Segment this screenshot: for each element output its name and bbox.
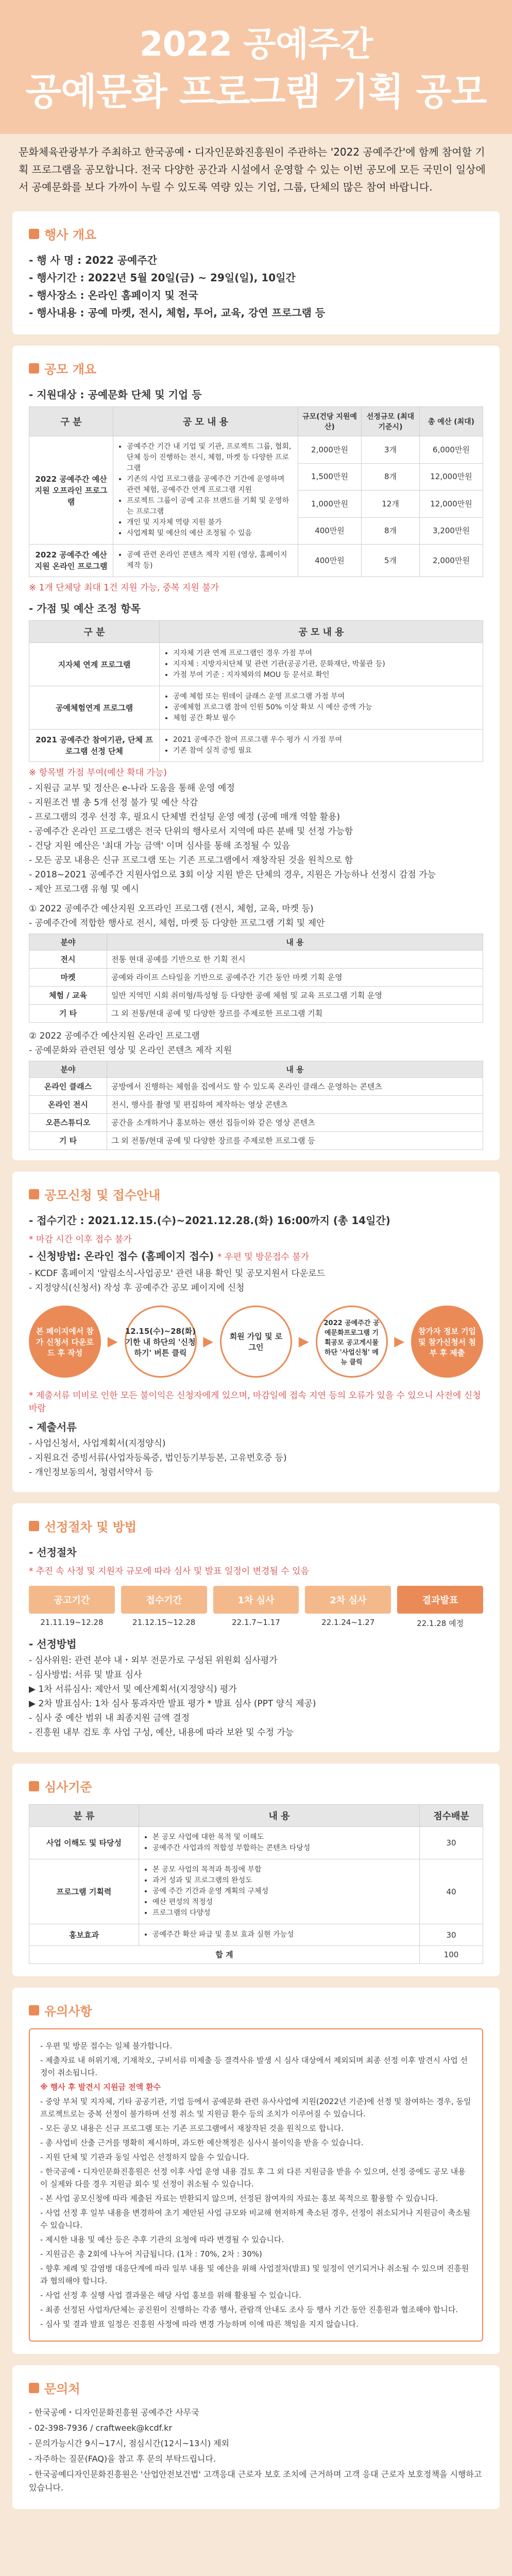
table-row <box>29 1859 483 1924</box>
notice-heading <box>29 2001 483 2019</box>
notice-item: - 사업 선정 후 실행 사업 결과물은 해당 사업 홍보를 위해 활용될 수 있습니다. <box>40 2291 301 2300</box>
notice-item: - 향후 제례 및 감염병 대응단계에 따라 일부 내용 및 예산을 위해 사업절차(발표) 및 일정이 연기되거나 취소될 수 있으며 진흥원과 협의해야 합니다. <box>40 2264 469 2285</box>
offline-field: 전시 <box>29 951 107 969</box>
rule-item: - 2018~2021 공예주간 지원사업으로 3회 이상 지원 받은 단체의 경우, 지원은 가능하나 선정시 감점 가능 <box>29 870 436 880</box>
bonus-table <box>29 620 483 762</box>
details-heading-label: 공모 개요 <box>44 362 97 377</box>
support-count: 8개 <box>362 517 420 545</box>
section-marker-icon <box>29 229 39 239</box>
timeline-date: 21.12.15~12.28 <box>132 1618 196 1627</box>
overview-heading-label: 행사 개요 <box>44 228 97 242</box>
offline-field: 마켓 <box>29 969 107 987</box>
flow-step: 본 페이지에서 참가 신청서 다운로드 후 작성 <box>29 1306 101 1378</box>
rule-item: - 지원조건 별 총 5개 선정 불가 및 예산 삭감 <box>29 798 198 808</box>
apply-section <box>12 1172 500 1492</box>
online-title: ② 2022 공예주간 예산지원 온라인 프로그램 <box>29 1031 200 1041</box>
support-content <box>113 545 298 577</box>
support-table <box>29 406 483 577</box>
notice-item: - 총 사업비 산출 근거를 명확히 제시하며, 과도한 예산책정은 심사시 불이익을 받을 수 있습니다. <box>40 2138 364 2147</box>
criteria-total-label: 합 계 <box>29 1946 420 1964</box>
support-note: ※ 1개 단체당 최대 1건 지원 가능, 중복 지원 불가 <box>29 583 219 593</box>
criteria-heading-label: 심사기준 <box>44 1780 92 1794</box>
timeline-step <box>305 1586 391 1629</box>
section-marker-icon <box>29 2005 39 2015</box>
overview-item: - 행 사 명 : 2022 공예주간 <box>29 254 157 266</box>
docs-item: - 지원요건 증빙서류(사업자등록증, 법인등기부등본, 고유번호증 등) <box>29 1453 287 1463</box>
online-sub: - 공예문화와 관련된 영상 및 온라인 콘텐츠 제작 지원 <box>29 1045 232 1056</box>
support-content <box>113 436 298 545</box>
section-marker-icon <box>29 1781 39 1791</box>
list-item: • 본 공모 사업의 목적과 특징에 부합 <box>152 1865 415 1875</box>
list-item: • 사업계획 및 예산의 예산 조정될 수 있음 <box>127 528 294 539</box>
online-header: 내 용 <box>107 1061 483 1078</box>
bonus-note: ※ 항목별 가점 부여(예산 확대 가능) <box>29 768 167 778</box>
list-item: • 공예체험 프로그램 참여 인원 50% 이상 확보 시 예산 증액 가능 <box>173 702 479 713</box>
flow-step: 회원 가입 및 로그인 <box>220 1306 292 1378</box>
support-total: 12,000만원 <box>420 463 483 490</box>
online-field: 기 타 <box>29 1132 107 1150</box>
arrow-right-icon: ▶ <box>394 1334 405 1349</box>
apply-step: - KCDF 홈페이지 '알림소식-사업공모' 관련 내용 확인 및 공모지원서 다운로드 <box>29 1268 326 1279</box>
rule-item: - 모든 공모 내용은 신규 프로그램 또는 기존 프로그램에서 재창작된 것을 원칙으로 함 <box>29 855 353 866</box>
arrow-right-icon: ▶ <box>203 1334 214 1349</box>
criteria-items <box>139 1859 420 1924</box>
section-marker-icon <box>29 1521 39 1531</box>
method-item: - 진흥원 내부 검토 후 사업 구성, 예산, 내용에 따라 보완 및 수정 가능 <box>29 1727 294 1738</box>
rule-item: - 프로그램의 경우 선정 후, 필요시 단체별 컨설팅 운영 예정 (공예 매개 역할 활용) <box>29 812 340 822</box>
table-row <box>29 1078 483 1096</box>
offline-desc: 공예와 라이프 스타일을 기반으로 공예주간 기간 동안 마켓 기획 운영 <box>107 969 483 987</box>
bonus-header: 공 모 내 용 <box>160 621 483 643</box>
support-header: 공 모 내 용 <box>113 407 298 436</box>
apply-flow <box>29 1306 483 1378</box>
support-header: 선정규모 (최대 기준시) <box>362 407 420 436</box>
list-item: • 공예주간 사업과의 적합성 부합하는 콘텐츠 타당성 <box>152 1843 415 1854</box>
timeline-step <box>121 1586 207 1629</box>
overview-item: - 행사장소 : 온라인 홈페이지 및 전국 <box>29 289 198 301</box>
online-header: 분야 <box>29 1061 107 1078</box>
offline-header: 내 용 <box>107 934 483 951</box>
support-category: 2022 공예주간 예산지원 온라인 프로그램 <box>29 545 113 577</box>
section-marker-icon <box>29 1189 39 1199</box>
apply-heading-label: 공모신청 및 접수안내 <box>44 1188 161 1202</box>
table-row <box>29 643 483 686</box>
offline-sub: - 공예주간에 적합한 행사로 전시, 체험, 마켓 등 다양한 프로그램 기획 및 제안 <box>29 918 325 928</box>
notice-heading-label: 유의사항 <box>44 2004 92 2019</box>
notice-item: - 모든 공모 내용은 신규 프로그램 또는 기존 프로그램에서 재창작된 것을 원칙으로 합니다. <box>40 2124 344 2133</box>
list-item: • 본 공모 사업에 대한 목적 및 이해도 <box>152 1832 415 1843</box>
method-title: - 선정방법 <box>29 1638 77 1650</box>
apply-method-note: * 우편 및 방문접수 불가 <box>217 1252 310 1262</box>
contact-item: - 자주하는 질문(FAQ)을 참고 후 문의 부탁드립니다. <box>29 2454 216 2464</box>
rules-list <box>29 781 483 896</box>
criteria-heading <box>29 1777 483 1795</box>
list-item: • 지자체 : 지방자치단체 및 관련 기관(공공기관, 문화재단, 박물관 등) <box>173 659 479 670</box>
criteria-header: 점수배분 <box>420 1805 483 1827</box>
support-total: 2,000만원 <box>420 545 483 577</box>
apply-step: - 지정양식(신청서) 작성 후 공예주간 공모 페이지에 신청 <box>29 1283 245 1293</box>
support-budget: 400만원 <box>298 545 362 577</box>
apply-period: - 접수기간 : 2021.12.15.(수)~2021.12.28.(화) 16:00까지 (총 14일간) <box>29 1214 390 1227</box>
offline-field: 기 타 <box>29 1005 107 1023</box>
list-item: • 공예 관련 온라인 콘텐츠 제작 지원 (영상, 홈페이지 제작 등) <box>127 550 294 571</box>
timeline-label: 결과발표 <box>397 1586 483 1614</box>
notice-item: ※ 행사 후 발견시 지원금 전액 환수 <box>40 2082 161 2092</box>
support-count: 8개 <box>362 463 420 490</box>
docs-title: - 제출서류 <box>29 1421 77 1433</box>
contact-item[interactable]: - 02-398-7936 / craftweek@kcdf.kr <box>29 2423 173 2433</box>
support-count: 3개 <box>362 436 420 464</box>
timeline-step <box>397 1586 483 1629</box>
method-item: - 심사위원: 관련 분야 내・외부 전문가로 구성된 위원회 심사평가 <box>29 1655 278 1666</box>
offline-desc: 그 외 전통/현대 공예 및 다양한 장르를 주제로한 프로그램 기획 <box>107 1005 483 1023</box>
support-header: 규모(건당 지원예산) <box>298 407 362 436</box>
online-field: 온라인 전시 <box>29 1096 107 1114</box>
online-table <box>29 1061 483 1150</box>
table-row <box>29 545 483 577</box>
list-item: • 프로젝트 그룹이 공예 고유 브랜드를 기획 및 운영하는 프로그램 <box>127 496 294 517</box>
notice-item: - 지원금은 총 2회에 나누어 지급됩니다. (1차 : 70%, 2차 : 30%) <box>40 2249 262 2259</box>
criteria-table <box>29 1804 483 1964</box>
method-item: ▶ 2차 발표심사: 1차 심사 통과자만 발표 평가 * 발표 심사 (PPT 양식 제공) <box>29 1699 316 1709</box>
support-budget: 400만원 <box>298 517 362 545</box>
list-item: • 공예주간 기간 내 기업 및 기관, 프로젝트 그룹, 협회, 단체 등이 진행하는 전시, 체험, 마켓 등 다양한 프로그램 <box>127 442 294 474</box>
process-heading-label: 선정절차 및 방법 <box>44 1520 136 1534</box>
list-item: • 공예 주간 기간과 운영 계획의 구체성 <box>152 1886 415 1897</box>
docs-item: - 사업신청서, 사업계획서(지정양식) <box>29 1438 166 1449</box>
support-header: 총 예산 (최대) <box>420 407 483 436</box>
method-item: - 심사 중 예산 범위 내 최종지원 금액 결정 <box>29 1713 190 1723</box>
table-row <box>29 1096 483 1114</box>
offline-table <box>29 934 483 1023</box>
notice-box <box>29 2028 483 2342</box>
table-row <box>29 1924 483 1946</box>
criteria-score: 40 <box>420 1859 483 1924</box>
rule-item: - 건당 지원 예산은 '최대 가능 금액' 이며 심사를 통해 조정될 수 있음 <box>29 841 291 851</box>
docs-item: - 개인정보동의서, 청렴서약서 등 <box>29 1467 153 1478</box>
criteria-items <box>139 1827 420 1859</box>
arrow-right-icon: ▶ <box>107 1334 118 1349</box>
bonus-category: 공예체험연계 프로그램 <box>29 686 160 730</box>
criteria-category: 사업 이해도 및 타당성 <box>29 1827 139 1859</box>
criteria-section <box>12 1764 500 1976</box>
list-item: • 2021 공예주간 참여 프로그램 우수 평가 시 가점 부여 <box>173 735 479 745</box>
criteria-total-score: 100 <box>420 1946 483 1964</box>
offline-title: ① 2022 공예주간 예산지원 오프라인 프로그램 (전시, 체험, 교육, 마켓 등) <box>29 904 314 914</box>
online-desc: 공간을 소개하거나 홍보하는 랜선 집들이와 같은 영상 콘텐츠 <box>107 1114 483 1132</box>
timeline-date: 22.1.7~1.17 <box>232 1618 280 1627</box>
details-heading <box>29 359 483 377</box>
support-total: 12,000만원 <box>420 490 483 518</box>
list-item: • 공예주간 확산 파급 및 홍보 효과 실현 가능성 <box>152 1929 415 1940</box>
process-title: - 선정절차 <box>29 1546 77 1558</box>
contact-heading-label: 문의처 <box>44 2382 80 2396</box>
table-row <box>29 686 483 730</box>
overview-heading <box>29 225 483 243</box>
list-item: • 프로그램의 다양성 <box>152 1908 415 1919</box>
list-item: • 체험 공간 확보 필수 <box>173 713 479 724</box>
flow-step: 2022 공예주간 공예문화프로그램 기획공모 공고게시물 하단 '사업신청' 메뉴 클릭 <box>316 1306 388 1378</box>
table-row <box>29 730 483 762</box>
list-item: • 공예 체험 또는 원데이 클래스 운영 프로그램 가점 부여 <box>173 691 479 702</box>
notice-item: - 중앙 부처 및 지자체, 기타 공공기관, 기업 등에서 공예문화 관련 유사사업에 지원(2022년 기준)에 선정 및 참여하는 경우, 동일 프로젝트로는 중복 선정이 불가하며 선정 취소 및 지원금 환수 등의 조치가 이루어질 수 있습니다. <box>40 2097 471 2119</box>
notice-item: - 한국공예・디자인문화진흥원은 선정 이후 사업 운영 내용 검토 후 그 외 다른 지원금을 받을 수 있으며, 선정 중에도 공모 내용이 실제와 다를 경우 지원금 회수 및 선정이 취소될 수 있습니다. <box>40 2167 466 2189</box>
timeline-label: 공고기간 <box>29 1586 115 1614</box>
hero-title-line1: 2022 공예주간 <box>139 24 373 64</box>
apply-method-text: - 신청방법: 온라인 접수 (홈페이지 접수) <box>29 1250 214 1262</box>
overview-section <box>12 211 500 334</box>
support-budget: 1,500만원 <box>298 463 362 490</box>
support-category: 2022 공예주간 예산지원 오프라인 프로그램 <box>29 436 113 545</box>
method-item: - 심사방법: 서류 및 발표 심사 <box>29 1670 142 1680</box>
timeline-date: 21.11.19~12.28 <box>40 1618 104 1627</box>
timeline-date: 22.1.24~1.27 <box>321 1618 375 1627</box>
table-row <box>29 1114 483 1132</box>
table-row <box>29 436 483 464</box>
table-row <box>29 1132 483 1150</box>
contact-section <box>12 2365 500 2509</box>
list-item: • 과거 성과 및 프로그램의 완성도 <box>152 1875 415 1886</box>
bonus-content <box>160 643 483 686</box>
criteria-score: 30 <box>420 1924 483 1946</box>
table-row <box>29 951 483 969</box>
apply-period-note: * 마감 시간 이후 접수 불가 <box>29 1234 132 1245</box>
criteria-header: 분 류 <box>29 1805 139 1827</box>
section-marker-icon <box>29 2383 39 2393</box>
notice-item: - 제시한 내용 및 예산 등은 추후 기관의 요청에 따라 변경될 수 있습니다. <box>40 2235 284 2244</box>
contact-item: - 한국공예・디자인문화진흥원 공예주간 사무국 <box>29 2408 199 2417</box>
rule-item: - 지원금 교부 및 정산은 e-나라 도움을 통해 운영 예정 <box>29 783 235 793</box>
rule-item: - 공예주간 온라인 프로그램은 전국 단위의 행사로서 지역에 따른 분배 및 선정 가능함 <box>29 826 353 837</box>
notice-item: - 제출자료 내 허위기재, 기재착오, 구비서류 미제출 등 결격사유 발생 시 심사 대상에서 제외되며 최종 선정 이후 발견시 사업 선정이 취소됩니다. <box>40 2056 468 2077</box>
table-row <box>29 987 483 1005</box>
arrow-right-icon: ▶ <box>298 1334 309 1349</box>
hero-title-line2: 공예문화 프로그램 기획 공모 <box>25 70 487 113</box>
process-section <box>12 1503 500 1752</box>
notice-item: - 최종 선정된 사업자/단체는 공진원이 진행하는 각종 행사, 관람객 안내도 조사 등 행사 기간 동안 진흥원과 협조해야 합니다. <box>40 2305 458 2314</box>
offline-header: 분야 <box>29 934 107 951</box>
offline-field: 체험 / 교육 <box>29 987 107 1005</box>
method-item: ▶ 1차 서류심사: 제안서 및 예산계획서(지정양식) 평가 <box>29 1684 237 1694</box>
contact-item: - 문의가능시간 9시~17시, 점심시간(12시~13시) 제외 <box>29 2438 230 2448</box>
section-marker-icon <box>29 363 39 374</box>
rule-item: - 제안 프로그램 유형 및 예시 <box>29 884 139 894</box>
support-count: 12개 <box>362 490 420 518</box>
notice-item: - 사업 선정 후 일부 내용을 변경하여 초기 제안된 사업 규모와 비교해 현저하게 축소된 경우, 선정이 취소되거나 지원금이 축소될 수 있습니다. <box>40 2208 471 2230</box>
overview-item: - 행사내용 : 공예 마켓, 전시, 체험, 투어, 교육, 강연 프로그램 등 <box>29 307 326 319</box>
list-item: • 기존 참여 실적 증빙 필요 <box>173 745 479 756</box>
support-header: 구 분 <box>29 407 113 436</box>
criteria-category: 홍보효과 <box>29 1924 139 1946</box>
flow-step: 참가자 정보 기입 및 참가신청서 첨부 후 제출 <box>411 1306 483 1378</box>
overview-item: - 행사기간 : 2022년 5월 20일(금) ~ 29일(일), 10일간 <box>29 272 296 284</box>
bonus-content <box>160 730 483 762</box>
online-desc: 전시, 행사를 촬영 및 편집하여 제작하는 영상 콘텐츠 <box>107 1096 483 1114</box>
timeline-step <box>213 1586 299 1629</box>
contact-item: - 한국공예디자인문화진흥원은 '산업안전보건법' 고객응대 근로자 보호 조치에 근거하며 고객 응대 근로자 보호정책을 시행하고 있습니다. <box>29 2469 482 2493</box>
support-title: - 지원대상 : 공예문화 단체 및 기업 등 <box>29 388 202 401</box>
bonus-category: 지자체 연계 프로그램 <box>29 643 160 686</box>
timeline-date: 22.1.28 예정 <box>417 1619 464 1628</box>
apply-heading <box>29 1185 483 1203</box>
notice-item: - 본 사업 공모신청에 따라 제출된 자료는 반환되지 않으며, 선정된 참여자의 자료는 홍보 목적으로 활용할 수 있습니다. <box>40 2194 438 2203</box>
process-heading <box>29 1517 483 1535</box>
table-row <box>29 1946 483 1964</box>
support-count: 5개 <box>362 545 420 577</box>
criteria-category: 프로그램 기획력 <box>29 1859 139 1924</box>
bonus-title: - 가점 및 예산 조정 항목 <box>29 602 141 615</box>
flow-step: 12.15(수)~28(화) 기한 내 하단의 '신청하기' 버튼 클릭 <box>125 1306 197 1378</box>
list-item: • 가점 부여 기준 : 지자체와의 MOU 등 문서로 확인 <box>173 670 479 681</box>
process-timeline <box>29 1586 483 1629</box>
details-section <box>12 346 500 1160</box>
table-row <box>29 1005 483 1023</box>
timeline-step <box>29 1586 115 1629</box>
criteria-score: 30 <box>420 1827 483 1859</box>
online-desc: 공방에서 진행하는 체험을 집에서도 할 수 있도록 온라인 클래스 운영하는 콘텐츠 <box>107 1078 483 1096</box>
list-item: • 기존의 사업 프로그램을 공예주간 기간에 운영하며 관련 체험, 공예주간 연계 프로그램 지원 <box>127 474 294 496</box>
timeline-label: 접수기간 <box>121 1586 207 1614</box>
support-total: 3,200만원 <box>420 517 483 545</box>
intro-text: 문화체육관광부가 주최하고 한국공예・디자인문화진흥원이 주관하는 '2022 공예주간'에 함께 참여할 기획 프로그램을 공모합니다. 전국 다양한 공간과 시설에서 운영할 수 있는 이번 공모에 모든 국민이 일상에서 공예문화를 보다 가까이 누릴 수 있도록 역량 있는 기업, 그룹, 단체의 많은 참여 바랍니다. <box>19 146 486 193</box>
support-total: 6,000만원 <box>420 436 483 464</box>
criteria-items <box>139 1924 420 1946</box>
table-row <box>29 969 483 987</box>
contact-heading <box>29 2379 483 2397</box>
bonus-content <box>160 686 483 730</box>
list-item: • 예산 편성의 적정성 <box>152 1897 415 1908</box>
support-budget: 2,000만원 <box>298 436 362 464</box>
notice-item: - 지원 단체 및 기관과 동일 사업은 선정하지 않을 수 있습니다. <box>40 2153 249 2162</box>
timeline-label: 1차 심사 <box>213 1586 299 1614</box>
online-field: 오픈스튜디오 <box>29 1114 107 1132</box>
support-budget: 1,000만원 <box>298 490 362 518</box>
criteria-header: 내 용 <box>139 1805 420 1827</box>
notice-item: - 심사 및 결과 발표 일정은 진흥원 사정에 따라 변경 가능하며 이에 따른 책임을 지지 않습니다. <box>40 2319 359 2329</box>
timeline-label: 2차 심사 <box>305 1586 391 1614</box>
online-field: 온라인 클래스 <box>29 1078 107 1096</box>
table-row <box>29 1827 483 1859</box>
online-desc: 그 외 전통/현대 공예 및 다양한 장르를 주제로한 프로그램 등 <box>107 1132 483 1150</box>
offline-desc: 일반 지역민 시회 취미형/특성형 등 다양한 공예 체험 및 교육 프로그램 기획 운영 <box>107 987 483 1005</box>
hero-banner <box>0 0 512 134</box>
list-item: • 개인 및 지자체 역량 지원 불가 <box>127 517 294 528</box>
process-note: * 추진 속 사정 및 지원자 규모에 따라 심사 및 발표 일정이 변경될 수 있음 <box>29 1566 309 1577</box>
list-item: • 지자체 기관 연계 프로그램인 경우 가점 부여 <box>173 648 479 659</box>
flow-note: * 제출서류 미비로 인한 모든 불이익은 신청자에게 있으며, 마감일에 접속 지연 등의 오류가 있을 수 있으니 사전에 신청 바람 <box>29 1391 481 1414</box>
notice-item: - 우편 및 방문 접수는 일체 불가합니다. <box>40 2041 173 2050</box>
bonus-header: 구 분 <box>29 621 160 643</box>
offline-desc: 전통 현대 공예를 기반으로 한 기획 전시 <box>107 951 483 969</box>
notice-section <box>12 1988 500 2354</box>
apply-method <box>29 1248 483 1265</box>
bonus-category: 2021 공예주간 참여기관, 단체 프로그램 선정 단체 <box>29 730 160 762</box>
